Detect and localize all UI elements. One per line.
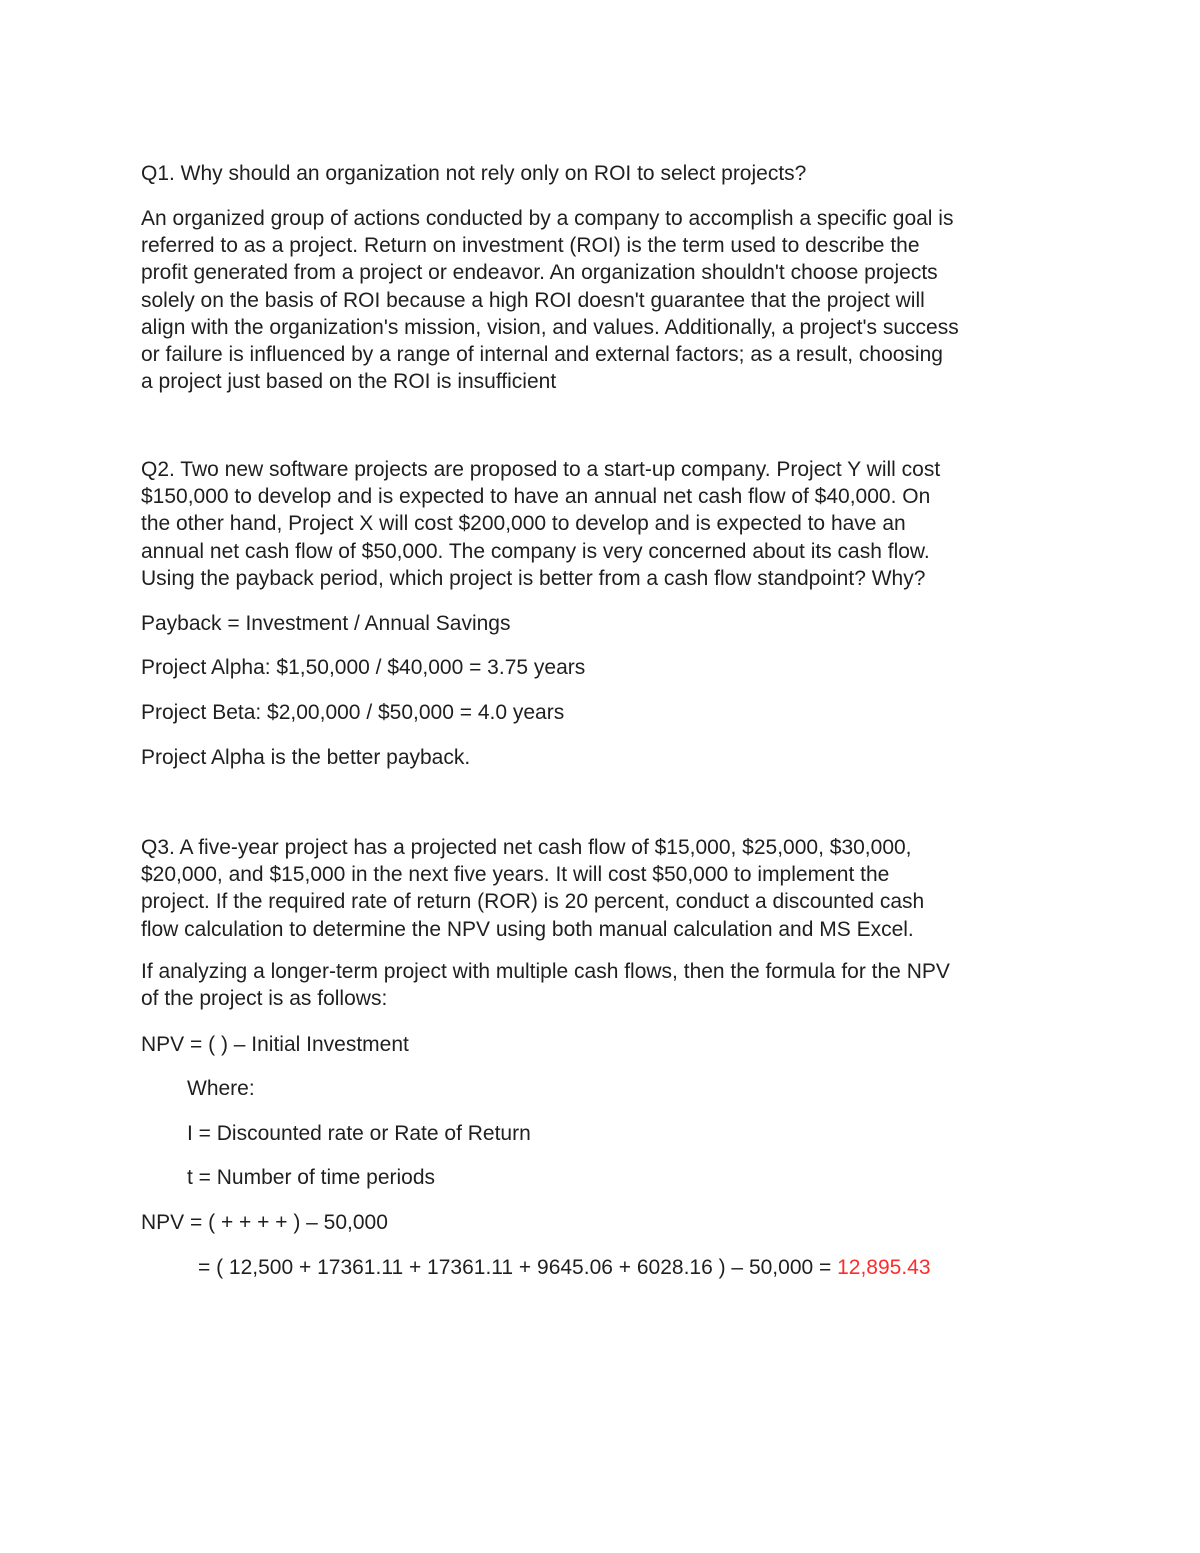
q3-intro (141, 958, 1061, 1012)
q2-question-line: $150,000 to develop and is expected to have an annual net cash flow of $40,000. On (141, 485, 931, 509)
q2-question-line: annual net cash flow of $50,000. The company is very concerned about its cash flow. (141, 539, 930, 563)
q1-answer-line: align with the organization's mission, vision, and values. Additionally, a project's success (141, 315, 959, 339)
q1-question: Q1. Why should an organization not rely only on ROI to select projects? (141, 162, 807, 185)
definition-rate: I = Discounted rate or Rate of Return (187, 1122, 531, 1145)
q2-payback-formula: Payback = Investment / Annual Savings (141, 612, 511, 635)
npv-expression: NPV = ( + + + + ) – 50,000 (141, 1211, 388, 1234)
npv-calculation (198, 1254, 931, 1281)
q2-question-line: Using the payback period, which project is better from a cash flow standpoint? Why? (141, 566, 926, 590)
q3-question-line: $20,000, and $15,000 in the next five years. It will cost $50,000 to implement the (141, 863, 890, 887)
q2-conclusion: Project Alpha is the better payback. (141, 746, 471, 769)
q1-answer-line: An organized group of actions conducted by a company to accomplish a specific goal is (141, 207, 954, 230)
npv-result: 12,895.43 (837, 1256, 931, 1279)
q1-answer-line: a project just based on the ROI is insufficient (141, 370, 557, 394)
q2-question (141, 456, 1061, 592)
q1-answer (141, 205, 1061, 395)
q3-question-line: flow calculation to determine the NPV using both manual calculation and MS Excel. (141, 917, 914, 941)
q3-intro-line: If analyzing a longer-term project with multiple cash flows, then the formula for the NPV (141, 960, 950, 983)
q1-answer-line: solely on the basis of ROI because a high ROI doesn't guarantee that the project will (141, 288, 925, 312)
definition-periods: t = Number of time periods (187, 1166, 436, 1189)
q2-question-line: Q2. Two new software projects are proposed to a start-up company. Project Y will cost (141, 458, 941, 481)
q3-question (141, 834, 1061, 943)
q2-project-beta: Project Beta: $2,00,000 / $50,000 = 4.0 years (141, 701, 565, 724)
npv-calculation-text: = ( 12,500 + 17361.11 + 17361.11 + 9645.06 + 6028.16 ) – 50,000 = (198, 1256, 838, 1279)
q2-question-line: the other hand, Project X will cost $200,000 to develop and is expected to have an (141, 512, 906, 536)
q1-answer-line: or failure is influenced by a range of internal and external factors; as a result, choosing (141, 343, 943, 367)
where-label: Where: (187, 1077, 255, 1100)
q3-question-line: project. If the required rate of return (ROR) is 20 percent, conduct a discounted cash (141, 890, 925, 914)
q2-project-alpha: Project Alpha: $1,50,000 / $40,000 = 3.75 years (141, 656, 586, 679)
q1-answer-line: referred to as a project. Return on investment (ROI) is the term used to describe the (141, 234, 920, 258)
q1-answer-line: profit generated from a project or endeavor. An organization shouldn't choose projects (141, 261, 938, 285)
npv-formula: NPV = ( ) – Initial Investment (141, 1033, 409, 1056)
q3-question-line: Q3. A five-year project has a projected net cash flow of $15,000, $25,000, $30,000, (141, 836, 912, 859)
q3-intro-line: of the project is as follows: (141, 987, 388, 1011)
